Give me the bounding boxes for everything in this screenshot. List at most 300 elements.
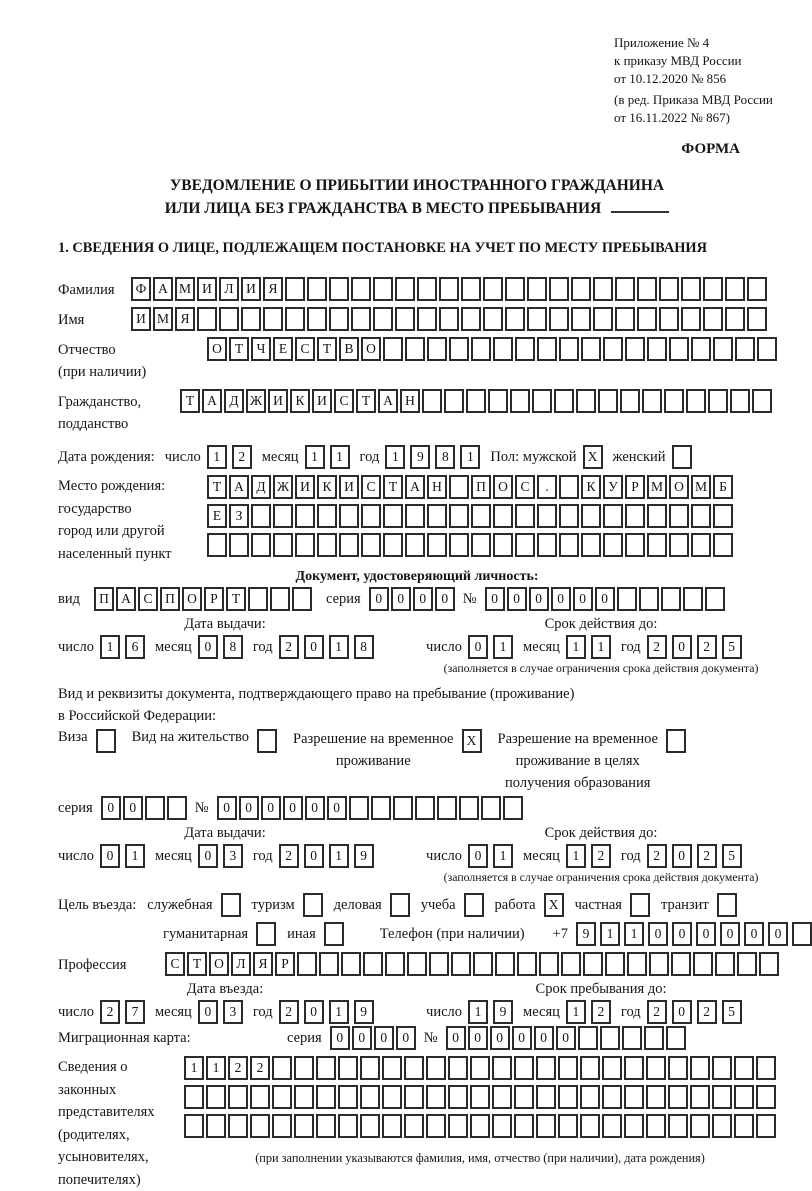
cell[interactable]: 0 (672, 1000, 692, 1024)
cell[interactable]: П (471, 475, 491, 499)
cell[interactable] (390, 893, 410, 917)
cell[interactable] (316, 1085, 336, 1109)
cell[interactable]: 1 (330, 445, 350, 469)
purpose-tourism-checkbox[interactable] (303, 893, 323, 917)
cell[interactable]: А (202, 389, 222, 413)
cell[interactable]: 2 (697, 635, 717, 659)
cell[interactable] (427, 504, 447, 528)
cell[interactable] (373, 307, 393, 331)
cell[interactable] (581, 533, 601, 557)
cell[interactable]: 0 (551, 587, 571, 611)
entry-year-cells[interactable] (279, 1000, 374, 1024)
cell[interactable]: 0 (239, 796, 259, 820)
cell[interactable] (725, 277, 745, 301)
cell[interactable] (637, 277, 657, 301)
cell[interactable] (580, 1114, 600, 1138)
cell[interactable] (250, 1114, 270, 1138)
cell[interactable] (495, 952, 515, 976)
cell[interactable]: Д (224, 389, 244, 413)
identity-valid-year-cells[interactable] (647, 635, 742, 659)
cell[interactable] (615, 277, 635, 301)
cell[interactable]: 0 (573, 587, 593, 611)
cell[interactable] (624, 1114, 644, 1138)
cell[interactable]: С (515, 475, 535, 499)
cell[interactable] (329, 277, 349, 301)
cell[interactable]: Н (400, 389, 420, 413)
cell[interactable]: Р (275, 952, 295, 976)
cell[interactable]: 1 (460, 445, 480, 469)
cell[interactable]: О (669, 475, 689, 499)
cell[interactable]: Н (427, 475, 447, 499)
birthplace-cells-row2[interactable] (207, 504, 733, 528)
purpose-humanitarian-checkbox[interactable] (256, 922, 276, 946)
cell[interactable]: Р (204, 587, 224, 611)
cell[interactable] (622, 1026, 642, 1050)
cell[interactable] (661, 587, 681, 611)
cell[interactable]: 0 (534, 1026, 554, 1050)
cell[interactable] (683, 587, 703, 611)
cell[interactable]: С (138, 587, 158, 611)
cell[interactable] (492, 1056, 512, 1080)
citizenship-cells[interactable] (180, 389, 772, 413)
cell[interactable] (228, 1114, 248, 1138)
cell[interactable]: Ч (251, 337, 271, 361)
cell[interactable]: . (537, 475, 557, 499)
cell[interactable] (360, 1114, 380, 1138)
cell[interactable] (426, 1056, 446, 1080)
cell[interactable] (647, 337, 667, 361)
cell[interactable]: С (361, 475, 381, 499)
cell[interactable] (451, 952, 471, 976)
cell[interactable] (527, 277, 547, 301)
cell[interactable] (251, 504, 271, 528)
cell[interactable] (405, 337, 425, 361)
cell[interactable]: 0 (198, 844, 218, 868)
cell[interactable] (417, 307, 437, 331)
cell[interactable] (439, 307, 459, 331)
cell[interactable] (251, 533, 271, 557)
cell[interactable] (602, 1114, 622, 1138)
cell[interactable] (752, 389, 772, 413)
cell[interactable]: Т (226, 587, 246, 611)
cell[interactable]: 0 (101, 796, 121, 820)
cell[interactable]: И (268, 389, 288, 413)
cell[interactable] (229, 533, 249, 557)
cell[interactable]: 0 (304, 1000, 324, 1024)
birth-month-cells[interactable] (305, 445, 350, 469)
cell[interactable] (539, 952, 559, 976)
cell[interactable] (273, 533, 293, 557)
cell[interactable]: 1 (206, 1056, 226, 1080)
cell[interactable]: 2 (697, 1000, 717, 1024)
cell[interactable] (470, 1085, 490, 1109)
cell[interactable]: 1 (184, 1056, 204, 1080)
temp-residence-education-checkbox[interactable] (666, 729, 686, 753)
cell[interactable] (373, 277, 393, 301)
cell[interactable] (385, 952, 405, 976)
cell[interactable]: Р (625, 475, 645, 499)
cell[interactable]: О (207, 337, 227, 361)
cell[interactable] (515, 504, 535, 528)
cell[interactable] (339, 533, 359, 557)
cell[interactable] (686, 389, 706, 413)
cell[interactable] (404, 1085, 424, 1109)
cell[interactable]: И (339, 475, 359, 499)
cell[interactable] (625, 504, 645, 528)
cell[interactable]: 1 (566, 1000, 586, 1024)
identity-valid-month-cells[interactable] (566, 635, 611, 659)
cell[interactable]: К (290, 389, 310, 413)
cell[interactable]: М (691, 475, 711, 499)
cell[interactable] (515, 533, 535, 557)
cell[interactable]: И (295, 475, 315, 499)
cell[interactable]: 0 (696, 922, 716, 946)
cell[interactable] (316, 1114, 336, 1138)
cell[interactable]: 1 (566, 635, 586, 659)
cell[interactable] (449, 504, 469, 528)
cell[interactable] (415, 796, 435, 820)
cell[interactable]: 0 (720, 922, 740, 946)
cell[interactable] (493, 504, 513, 528)
cell[interactable]: 0 (123, 796, 143, 820)
cell[interactable]: 1 (100, 635, 120, 659)
cell[interactable] (295, 533, 315, 557)
residence-permit-checkbox[interactable] (257, 729, 277, 753)
birthplace-cells-row1[interactable] (207, 475, 733, 499)
cell[interactable] (712, 1056, 732, 1080)
cell[interactable]: 0 (490, 1026, 510, 1050)
cell[interactable] (395, 307, 415, 331)
cell[interactable] (307, 307, 327, 331)
cell[interactable]: 2 (591, 1000, 611, 1024)
cell[interactable] (207, 533, 227, 557)
cell[interactable]: 1 (624, 922, 644, 946)
cell[interactable] (448, 1085, 468, 1109)
cell[interactable] (583, 952, 603, 976)
cell[interactable] (691, 533, 711, 557)
cell[interactable] (145, 796, 165, 820)
cell[interactable]: М (153, 307, 173, 331)
cell[interactable]: 1 (591, 635, 611, 659)
cell[interactable] (792, 922, 812, 946)
cell[interactable] (691, 504, 711, 528)
residence-number-cells[interactable] (217, 796, 523, 820)
cell[interactable]: 0 (396, 1026, 416, 1050)
cell[interactable] (581, 337, 601, 361)
cell[interactable] (405, 533, 425, 557)
cell[interactable]: Т (180, 389, 200, 413)
cell[interactable]: О (209, 952, 229, 976)
cell[interactable] (206, 1114, 226, 1138)
cell[interactable] (705, 587, 725, 611)
cell[interactable] (250, 1085, 270, 1109)
cell[interactable] (361, 533, 381, 557)
cell[interactable] (559, 475, 579, 499)
cell[interactable]: Ж (246, 389, 266, 413)
identity-issue-year-cells[interactable] (279, 635, 374, 659)
cell[interactable] (307, 277, 327, 301)
cell[interactable]: 2 (697, 844, 717, 868)
cell[interactable]: 3 (223, 1000, 243, 1024)
cell[interactable] (349, 796, 369, 820)
cell[interactable] (624, 1085, 644, 1109)
cell[interactable]: 0 (198, 1000, 218, 1024)
cell[interactable] (559, 337, 579, 361)
surname-cells[interactable] (131, 277, 767, 301)
cell[interactable] (668, 1114, 688, 1138)
profession-cells[interactable] (165, 952, 779, 976)
cell[interactable] (382, 1114, 402, 1138)
cell[interactable]: 5 (722, 635, 742, 659)
cell[interactable] (646, 1114, 666, 1138)
cell[interactable] (371, 796, 391, 820)
purpose-study-checkbox[interactable] (464, 893, 484, 917)
cell[interactable] (668, 1085, 688, 1109)
cell[interactable] (241, 307, 261, 331)
cell[interactable]: 0 (648, 922, 668, 946)
cell[interactable]: 8 (354, 635, 374, 659)
purpose-transit-checkbox[interactable] (717, 893, 737, 917)
cell[interactable]: И (241, 277, 261, 301)
cell[interactable] (449, 475, 469, 499)
cell[interactable] (559, 533, 579, 557)
migration-number-cells[interactable] (446, 1026, 686, 1050)
purpose-other-checkbox[interactable] (324, 922, 344, 946)
cell[interactable] (558, 1056, 578, 1080)
cell[interactable]: 2 (279, 1000, 299, 1024)
cell[interactable] (444, 389, 464, 413)
cell[interactable]: 1 (566, 844, 586, 868)
cell[interactable] (317, 533, 337, 557)
cell[interactable]: Е (207, 504, 227, 528)
cell[interactable]: О (182, 587, 202, 611)
cell[interactable]: А (378, 389, 398, 413)
firstname-cells[interactable] (131, 307, 767, 331)
cell[interactable] (393, 796, 413, 820)
cell[interactable] (713, 533, 733, 557)
cell[interactable] (461, 307, 481, 331)
cell[interactable] (580, 1085, 600, 1109)
cell[interactable] (713, 337, 733, 361)
cell[interactable]: Т (229, 337, 249, 361)
cell[interactable]: 0 (413, 587, 433, 611)
cell[interactable] (184, 1085, 204, 1109)
cell[interactable]: 1 (207, 445, 227, 469)
cell[interactable] (448, 1114, 468, 1138)
cell[interactable]: 1 (468, 1000, 488, 1024)
cell[interactable] (637, 307, 657, 331)
cell[interactable] (294, 1056, 314, 1080)
cell[interactable] (256, 922, 276, 946)
cell[interactable]: 2 (591, 844, 611, 868)
cell[interactable] (429, 952, 449, 976)
cell[interactable] (510, 389, 530, 413)
cell[interactable] (669, 533, 689, 557)
cell[interactable]: 2 (647, 1000, 667, 1024)
cell[interactable] (549, 277, 569, 301)
cell[interactable] (96, 729, 116, 753)
cell[interactable] (294, 1085, 314, 1109)
cell[interactable] (461, 277, 481, 301)
cell[interactable]: 0 (485, 587, 505, 611)
cell[interactable] (481, 796, 501, 820)
cell[interactable]: 9 (354, 844, 374, 868)
visa-checkbox[interactable] (96, 729, 116, 753)
cell[interactable] (527, 307, 547, 331)
cell[interactable] (471, 533, 491, 557)
cell[interactable]: 0 (198, 635, 218, 659)
cell[interactable] (272, 1085, 292, 1109)
cell[interactable]: Л (219, 277, 239, 301)
cell[interactable] (532, 389, 552, 413)
cell[interactable] (285, 277, 305, 301)
cell[interactable]: 0 (468, 844, 488, 868)
cell[interactable] (466, 389, 486, 413)
cell[interactable] (426, 1114, 446, 1138)
cell[interactable] (351, 277, 371, 301)
cell[interactable] (646, 1056, 666, 1080)
cell[interactable] (730, 389, 750, 413)
cell[interactable] (624, 1056, 644, 1080)
cell[interactable]: 0 (672, 635, 692, 659)
cell[interactable] (693, 952, 713, 976)
cell[interactable] (715, 952, 735, 976)
cell[interactable] (642, 389, 662, 413)
doc-number-cells[interactable] (485, 587, 725, 611)
cell[interactable] (273, 504, 293, 528)
cell[interactable]: Ж (273, 475, 293, 499)
cell[interactable] (593, 307, 613, 331)
cell[interactable] (603, 533, 623, 557)
cell[interactable] (324, 922, 344, 946)
cell[interactable]: Т (383, 475, 403, 499)
cell[interactable]: З (229, 504, 249, 528)
cell[interactable]: 7 (125, 1000, 145, 1024)
cell[interactable]: 0 (304, 635, 324, 659)
cell[interactable] (517, 952, 537, 976)
cell[interactable]: Я (175, 307, 195, 331)
cell[interactable]: 6 (125, 635, 145, 659)
cell[interactable]: Б (713, 475, 733, 499)
cell[interactable] (602, 1085, 622, 1109)
temp-residence-checkbox[interactable] (462, 729, 482, 753)
cell[interactable] (383, 504, 403, 528)
representatives-cells-row3[interactable] (184, 1114, 776, 1138)
identity-issue-day-cells[interactable] (100, 635, 145, 659)
cell[interactable] (439, 277, 459, 301)
cell[interactable] (167, 796, 187, 820)
cell[interactable]: Е (273, 337, 293, 361)
cell[interactable] (536, 1085, 556, 1109)
cell[interactable]: 1 (329, 635, 349, 659)
cell[interactable]: Т (207, 475, 227, 499)
representatives-cells-row2[interactable] (184, 1085, 776, 1109)
cell[interactable] (417, 277, 437, 301)
cell[interactable]: 1 (385, 445, 405, 469)
cell[interactable] (598, 389, 618, 413)
cell[interactable] (725, 307, 745, 331)
cell[interactable]: 1 (329, 844, 349, 868)
cell[interactable] (647, 504, 667, 528)
cell[interactable]: 2 (228, 1056, 248, 1080)
cell[interactable] (659, 307, 679, 331)
cell[interactable] (514, 1056, 534, 1080)
cell[interactable] (681, 277, 701, 301)
cell[interactable] (668, 1056, 688, 1080)
cell[interactable]: 2 (647, 844, 667, 868)
cell[interactable]: 2 (232, 445, 252, 469)
cell[interactable] (630, 893, 650, 917)
cell[interactable]: 0 (446, 1026, 466, 1050)
cell[interactable]: О (493, 475, 513, 499)
stay-day-cells[interactable] (468, 1000, 513, 1024)
cell[interactable] (263, 307, 283, 331)
cell[interactable]: 0 (595, 587, 615, 611)
cell[interactable] (492, 1114, 512, 1138)
cell[interactable] (363, 952, 383, 976)
cell[interactable] (571, 307, 591, 331)
cell[interactable] (405, 504, 425, 528)
cell[interactable]: 1 (305, 445, 325, 469)
cell[interactable]: 0 (374, 1026, 394, 1050)
cell[interactable]: А (153, 277, 173, 301)
cell[interactable]: 5 (722, 1000, 742, 1024)
cell[interactable]: 0 (435, 587, 455, 611)
cell[interactable] (681, 307, 701, 331)
cell[interactable] (666, 729, 686, 753)
cell[interactable] (756, 1114, 776, 1138)
cell[interactable]: О (361, 337, 381, 361)
cell[interactable] (672, 445, 692, 469)
cell[interactable]: И (197, 277, 217, 301)
cell[interactable]: Л (231, 952, 251, 976)
cell[interactable] (427, 533, 447, 557)
cell[interactable] (536, 1056, 556, 1080)
cell[interactable] (620, 389, 640, 413)
cell[interactable] (471, 504, 491, 528)
cell[interactable]: А (116, 587, 136, 611)
doc-kind-cells[interactable] (94, 587, 312, 611)
cell[interactable] (221, 893, 241, 917)
cell[interactable]: 0 (507, 587, 527, 611)
cell[interactable] (449, 533, 469, 557)
cell[interactable] (536, 1114, 556, 1138)
cell[interactable] (470, 1056, 490, 1080)
cell[interactable]: 8 (435, 445, 455, 469)
cell[interactable] (669, 337, 689, 361)
cell[interactable]: 0 (369, 587, 389, 611)
cell[interactable] (756, 1056, 776, 1080)
cell[interactable] (206, 1085, 226, 1109)
cell[interactable] (285, 307, 305, 331)
cell[interactable] (483, 277, 503, 301)
cell[interactable]: X (583, 445, 603, 469)
cell[interactable] (708, 389, 728, 413)
cell[interactable]: 1 (600, 922, 620, 946)
cell[interactable] (493, 533, 513, 557)
doc-series-cells[interactable] (369, 587, 455, 611)
cell[interactable] (407, 952, 427, 976)
cell[interactable] (671, 952, 691, 976)
cell[interactable] (756, 1085, 776, 1109)
cell[interactable]: 0 (330, 1026, 350, 1050)
cell[interactable] (561, 952, 581, 976)
cell[interactable] (625, 337, 645, 361)
birth-day-cells[interactable] (207, 445, 252, 469)
cell[interactable]: 5 (722, 844, 742, 868)
cell[interactable]: К (581, 475, 601, 499)
cell[interactable]: 2 (250, 1056, 270, 1080)
